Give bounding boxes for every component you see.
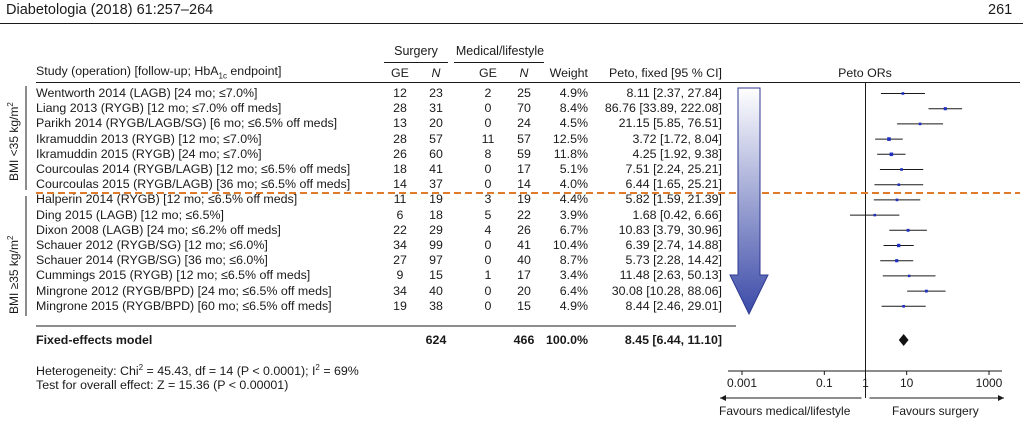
- weight: 8.7%: [559, 253, 588, 268]
- surgery-n: 38: [429, 298, 443, 313]
- medical-group-header: Medical/lifestyle: [455, 44, 545, 58]
- total-medical-n: 466: [513, 333, 535, 347]
- weight: 4.9%: [559, 86, 588, 100]
- weight: 12.5%: [552, 131, 588, 146]
- medical-n: 17: [517, 162, 531, 176]
- surgery-ge: 34: [393, 283, 407, 298]
- total-surgery-n: 624: [425, 333, 447, 347]
- study-name: Cummings 2015 (RYGB) [12 mo; ≤6.5% off meds]: [36, 268, 311, 283]
- surgery-n: 37: [429, 177, 443, 192]
- weight: 4.5%: [559, 116, 588, 131]
- favours-right-arrowhead: [998, 395, 1004, 401]
- weight: 10.4%: [552, 238, 588, 252]
- point-estimate: [897, 244, 900, 247]
- ascending-bmi-arrow: [730, 88, 768, 314]
- peto-or: 7.51 [2.24, 25.21]: [625, 162, 722, 176]
- study-name: Wentworth 2014 (LAGB) [24 mo; ≤7.0%]: [36, 86, 258, 100]
- favours-left-label: Favours medical/lifestyle: [719, 404, 851, 418]
- surgery-ge: 19: [393, 298, 407, 313]
- medical-ge: 2: [484, 86, 492, 100]
- study-name: Schauer 2012 (RYGB/SG) [12 mo; ≤6.0%]: [36, 238, 268, 252]
- surgery-ge: 26: [393, 146, 407, 161]
- total-label: Fixed-effects model: [36, 333, 153, 347]
- medical-n: 26: [517, 222, 531, 237]
- weight: 11.8%: [553, 146, 588, 161]
- medical-n-header: N: [519, 66, 529, 80]
- point-estimate: [890, 153, 894, 157]
- study-name: Ikramuddin 2013 (RYGB) [12 mo; ≤7.0%]: [36, 131, 262, 146]
- surgery-n: 20: [429, 116, 443, 131]
- surgery-ge: 14: [393, 177, 407, 192]
- surgery-n: 40: [429, 283, 443, 298]
- plot-header: Peto ORs: [838, 66, 892, 80]
- point-estimate: [908, 275, 910, 277]
- medical-ge: 0: [484, 238, 492, 252]
- study-name: Mingrone 2012 (RYGB/BPD) [24 mo; ≤6.5% off meds]: [36, 283, 332, 298]
- study-name: Ikramuddin 2015 (RYGB) [24 mo; ≤7.0%]: [36, 146, 262, 161]
- medical-ge: 0: [484, 162, 492, 176]
- surgery-n: 41: [429, 162, 443, 176]
- peto-or: 5.82 [1.59, 21.39]: [625, 192, 722, 207]
- favours-left-arrowhead: [720, 395, 726, 401]
- weight: 5.1%: [559, 162, 588, 176]
- medical-n: 20: [517, 283, 531, 298]
- medical-ge: 3: [484, 192, 492, 207]
- study-name: Courcoulas 2015 (RYGB/LAGB) [36 mo; ≤6.5% off meds]: [36, 177, 351, 192]
- medical-ge: 0: [484, 177, 492, 192]
- point-estimate: [944, 107, 947, 110]
- point-estimate: [900, 168, 903, 171]
- surgery-ge: 27: [393, 253, 407, 268]
- surgery-ge: 9: [396, 268, 404, 283]
- surgery-n: 15: [429, 268, 443, 283]
- study-name: Parikh 2014 (RYGB/LAGB/SG) [6 mo; ≤6.5% off meds]: [36, 116, 338, 131]
- study-name: Mingrone 2015 (RYGB/BPD) [60 mo; ≤6.5% off meds]: [36, 298, 332, 313]
- point-estimate: [895, 259, 898, 262]
- medical-ge: 0: [484, 253, 492, 268]
- bmi-low-label: BMI <35 $kg/m^2$: [6, 102, 21, 181]
- peto-or: 30.08 [10.28, 88.06]: [611, 283, 722, 298]
- medical-ge: 0: [484, 116, 492, 131]
- medical-n: 57: [517, 131, 531, 146]
- surgery-ge: 13: [393, 116, 407, 131]
- medical-n: 25: [517, 86, 531, 100]
- medical-n: 15: [517, 298, 531, 313]
- point-estimate: [898, 183, 901, 186]
- peto-or: 3.72 [1.72, 8.04]: [632, 131, 722, 146]
- surgery-ge: 12: [393, 86, 407, 100]
- peto-or: 86.76 [33.89, 222.08]: [604, 101, 722, 116]
- medical-ge: 0: [484, 283, 492, 298]
- surgery-n: 60: [429, 146, 443, 161]
- medical-n: 14: [517, 177, 531, 192]
- medical-n: 70: [517, 101, 531, 116]
- surgery-ge: 18: [393, 162, 407, 176]
- medical-n: 19: [517, 192, 531, 207]
- x-tick-label: 0.001: [726, 376, 758, 390]
- medical-n: 41: [517, 238, 531, 252]
- point-estimate: [887, 137, 891, 141]
- weight: 8.4%: [559, 101, 588, 116]
- x-tick-label: 0.1: [815, 376, 833, 390]
- surgery-n: 18: [429, 207, 443, 222]
- medical-n: 40: [517, 253, 531, 268]
- study-name: Courcoulas 2014 (RYGB/LAGB) [12 mo; ≤6.5% off meds]: [36, 162, 351, 176]
- medical-ge: 8: [484, 146, 492, 161]
- surgery-ge: 22: [393, 222, 407, 237]
- peto-header: Peto, fixed [95 % CI]: [609, 66, 722, 80]
- x-tick-label: 10: [899, 376, 914, 390]
- medical-ge: 4: [484, 222, 492, 237]
- point-estimate: [907, 229, 910, 232]
- peto-or: 1.68 [0.42, 6.66]: [632, 207, 722, 222]
- total-peto-or: 8.45 [6.44, 11.10]: [624, 333, 722, 347]
- medical-n: 17: [517, 268, 531, 283]
- point-estimate: [919, 123, 922, 126]
- peto-or: 8.11 [2.37, 27.84]: [626, 86, 722, 100]
- medical-ge: 5: [484, 207, 492, 222]
- weight: 4.0%: [559, 177, 588, 192]
- peto-or: 4.25 [1.92, 9.38]: [632, 146, 722, 161]
- overall-effect-text: Test for overall effect: Z = 15.36 (P < 0.00001): [36, 378, 289, 392]
- medical-ge: 11: [481, 131, 495, 146]
- favours-right-label: Favours surgery: [892, 404, 979, 418]
- surgery-n: 19: [429, 192, 443, 207]
- point-estimate: [925, 290, 928, 293]
- journal-citation: Diabetologia (2018) 61:257–264: [6, 2, 214, 18]
- medical-ge: 0: [484, 298, 492, 313]
- peto-or: 8.44 [2.46, 29.01]: [625, 298, 722, 313]
- point-estimate: [902, 305, 905, 308]
- page-number: 261: [988, 2, 1013, 18]
- peto-or: 10.83 [3.79, 30.96]: [618, 222, 722, 237]
- surgery-ge: 34: [393, 238, 407, 252]
- study-name: Schauer 2014 (RYGB/SG) [36 mo; ≤6.0%]: [36, 253, 268, 268]
- surgery-ge: 28: [393, 101, 407, 116]
- weight: 3.9%: [559, 207, 588, 222]
- surgery-ge-header: GE: [391, 66, 409, 80]
- peto-or: 6.44 [1.65, 25.21]: [625, 177, 722, 192]
- medical-ge-header: GE: [479, 66, 497, 80]
- study-name: Dixon 2008 (LAGB) [24 mo; ≤6.2% off meds]: [36, 222, 281, 237]
- study-name: Liang 2013 (RYGB) [12 mo; ≤7.0% off meds]: [36, 101, 282, 116]
- peto-or: 21.15 [5.85, 76.51]: [618, 116, 722, 131]
- surgery-group-header: Surgery: [394, 44, 438, 58]
- medical-n: 59: [517, 146, 531, 161]
- weight: 3.4%: [559, 268, 588, 283]
- surgery-n: 57: [429, 131, 443, 146]
- medical-n: 24: [517, 116, 531, 131]
- point-estimate: [896, 199, 899, 202]
- peto-or: 11.48 [2.63, 50.13]: [619, 268, 722, 283]
- weight: 4.4%: [559, 192, 588, 207]
- bmi-high-label: BMI ≥35 $kg/m^2$: [6, 235, 21, 314]
- medical-ge: 0: [484, 101, 492, 116]
- peto-or: 5.73 [2.28, 14.42]: [625, 253, 722, 268]
- weight: 4.9%: [559, 298, 588, 313]
- weight: 6.4%: [559, 283, 588, 298]
- surgery-n-header: N: [431, 66, 441, 80]
- peto-or: 6.39 [2.74, 14.88]: [625, 238, 722, 252]
- medical-n: 22: [517, 207, 531, 222]
- total-weight: 100.0%: [545, 333, 588, 347]
- point-estimate: [902, 92, 905, 95]
- surgery-n: 23: [429, 86, 443, 100]
- x-tick-label: 1: [862, 376, 869, 390]
- surgery-n: 97: [429, 253, 443, 268]
- surgery-ge: 11: [393, 192, 407, 207]
- summary-diamond: [899, 334, 909, 346]
- surgery-n: 29: [429, 222, 443, 237]
- weight: 6.7%: [559, 222, 588, 237]
- surgery-n: 31: [429, 101, 443, 116]
- study-name: Ding 2015 (LAGB) [12 mo; ≤6.5%]: [36, 207, 224, 222]
- surgery-n: 99: [429, 238, 443, 252]
- surgery-ge: 28: [393, 131, 407, 146]
- study-column-header: Study (operation) [follow-up; HbA$_{1c}$ endpoint]: [36, 64, 282, 81]
- heterogeneity-text: Heterogeneity: Chi$^2$ = 45.43, df = 14 (P < 0.0001); $I^2 = 69\%$: [36, 363, 359, 379]
- study-name: Halperin 2014 (RYGB) [12 mo; ≤6.5% off meds]: [36, 192, 298, 207]
- x-tick-label: 1000: [975, 376, 1003, 390]
- point-estimate: [874, 214, 877, 217]
- surgery-ge: 6: [396, 207, 404, 222]
- weight-header: Weight: [549, 66, 588, 80]
- medical-ge: 1: [484, 268, 492, 283]
